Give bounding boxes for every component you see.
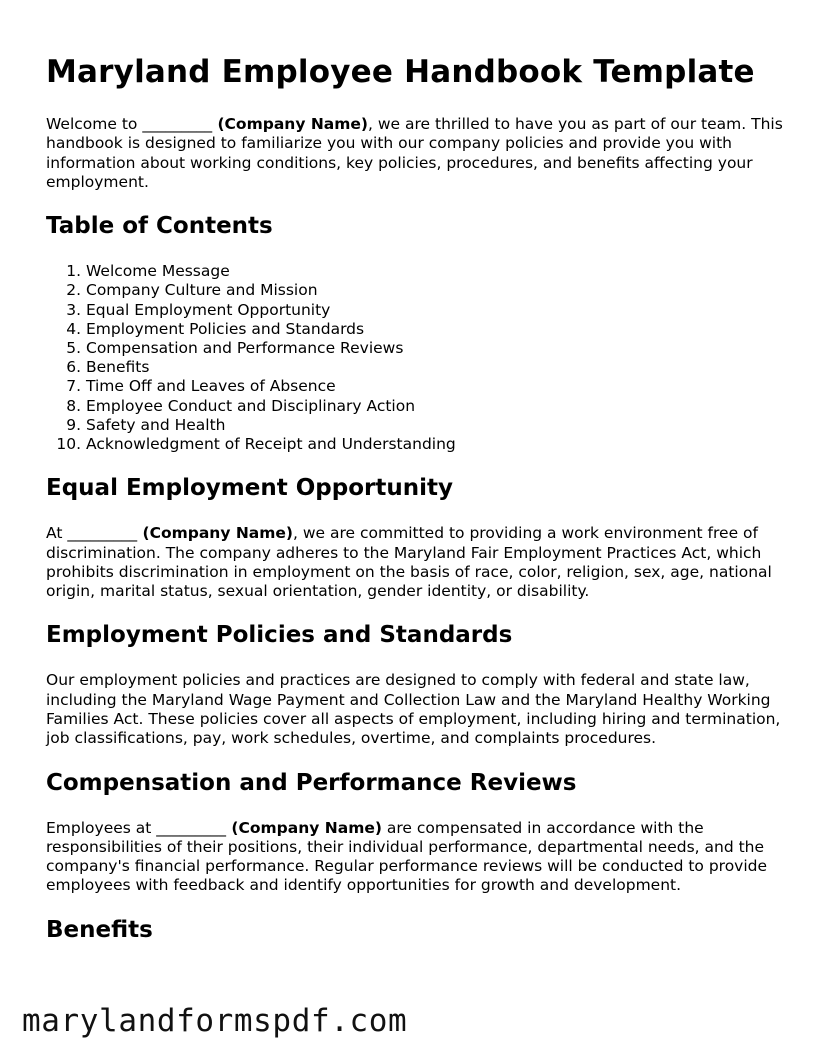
eeo-suffix: , we are committed to providing a work environment free of discrimination. The company adheres to the Maryland Fair Employment Practices Act, which prohibits discrimination in employment on the basis of race, color, religion, sex, age, national origin, marital status, sexual orientation, gender identity, or disability. <box>46 524 772 601</box>
benefits-heading: Benefits <box>46 916 153 943</box>
compensation-heading: Compensation and Performance Reviews <box>46 769 577 796</box>
company-name-blank: _________ <box>142 115 213 133</box>
document-page <box>46 54 786 966</box>
company-name-placeholder: (Company Name) <box>212 115 369 133</box>
intro-paragraph <box>46 115 786 192</box>
eeo-heading: Equal Employment Opportunity <box>46 475 453 502</box>
compensation-suffix: are compensated in accordance with the responsibilities of their positions, their individual performance, departmental needs, and the company's financial performance. Regular performance reviews will be conducted to provide employees with feedback and identify opportunities for growth and development. <box>46 818 768 895</box>
eeo-prefix: At <box>46 524 68 543</box>
toc-item: 1. Welcome Message <box>86 262 786 281</box>
toc-item: 8. Employee Conduct and Disciplinary Action <box>86 397 786 416</box>
company-name-placeholder: (Company Name) <box>137 524 294 543</box>
toc-item: 10. Acknowledgment of Receipt and Understanding <box>86 435 786 454</box>
policies-heading: Employment Policies and Standards <box>46 622 513 649</box>
compensation-paragraph <box>46 819 786 896</box>
toc-item: 6. Benefits <box>86 358 786 377</box>
toc-item: 3. Equal Employment Opportunity <box>86 301 786 320</box>
toc-item: 2. Company Culture and Mission <box>86 281 786 300</box>
policies-paragraph: Our employment policies and practices are designed to comply with federal and state law, including the Maryland Wage Payment and Collection Law and the Maryland Healthy Working Families Act. These policies cover all aspects of employment, including hiring and termination, job classifications, pay, work schedules, overtime, and complaints procedures. <box>46 671 781 748</box>
eeo-paragraph <box>46 524 786 601</box>
toc-item: 9. Safety and Health <box>86 416 786 435</box>
company-name-blank: _________ <box>156 818 227 837</box>
document-title: Maryland Employee Handbook Template <box>46 54 755 90</box>
intro-suffix: , we are thrilled to have you as part of our team. This handbook is designed to familiarize you with our company policies and provide you with information about working conditions, key policies, procedures, and benefits affecting your employment. <box>46 115 783 191</box>
toc-item: 5. Compensation and Performance Reviews <box>86 339 786 358</box>
toc-heading: Table of Contents <box>46 213 273 240</box>
toc-item: 7. Time Off and Leaves of Absence <box>86 377 786 396</box>
intro-prefix: Welcome to <box>46 115 143 133</box>
toc-item: 4. Employment Policies and Standards <box>86 320 786 339</box>
toc-list <box>46 262 786 454</box>
company-name-placeholder: (Company Name) <box>226 818 382 837</box>
compensation-prefix: Employees at <box>46 818 157 837</box>
company-name-blank: _________ <box>67 524 138 543</box>
site-watermark: marylandformspdf.com <box>22 1003 408 1039</box>
